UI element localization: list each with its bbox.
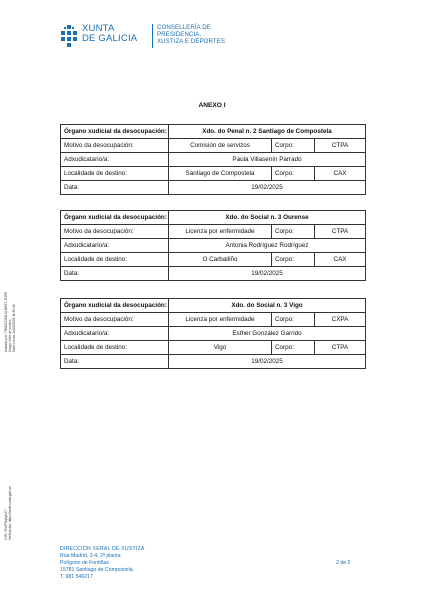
assignment-table-1 (60, 124, 366, 195)
corpo-value: CTPA (315, 225, 366, 239)
page-number: 2 de 2 (336, 560, 351, 566)
signature-stamp: Asinado por: TRONCOSO ALBERT, JOSÉ Cargo: Xefe de servizo Data e hora: 14/02/2025 11:35:46 (4, 292, 16, 352)
adxudicatario-value: Antonia Rodríguez Rodríguez (169, 239, 366, 253)
data-value: 19/02/2025 (169, 267, 366, 281)
table-row (61, 313, 366, 327)
corpo-label: Corpo: (272, 313, 315, 327)
table-row (61, 181, 366, 195)
data-label: Data: (61, 267, 169, 281)
localidade-label: Localidade de destino: (61, 167, 169, 181)
corpo-value: CAX (315, 167, 366, 181)
table-row (61, 341, 366, 355)
organo-value: Xdo. do Social n. 3 Ourense (169, 211, 366, 225)
table-row (61, 299, 366, 313)
footer-department: DIRECCIÓN XERAL DE XUSTIZA (60, 546, 145, 552)
header (60, 24, 225, 48)
footer-address (60, 546, 145, 581)
organo-value: Xdo. do Social n. 3 Vigo (169, 299, 366, 313)
organo-label: Órgano xudicial da desocupación: (61, 299, 169, 313)
localidade-value: Santiago de Compostela (169, 167, 272, 181)
corpo-value: CTPA (315, 341, 366, 355)
table-row (61, 253, 366, 267)
motivo-value: Licenza por enfermidade (169, 313, 272, 327)
table-row (61, 167, 366, 181)
adxudicatario-value: Esther González Garrido (169, 327, 366, 341)
table-row (61, 355, 366, 369)
verification-stamp: CVE: 9KUfP8q1yhiC7 Verificación: https://sede.xunta.gal/cve (4, 486, 12, 541)
data-label: Data: (61, 181, 169, 195)
adxudicatario-label: Adxudicatario/a: (61, 239, 169, 253)
table-row (61, 267, 366, 281)
data-label: Data: (61, 355, 169, 369)
adxudicatario-label: Adxudicatario/a: (61, 153, 169, 167)
document-title: ANEXO I (198, 102, 226, 109)
data-value: 19/02/2025 (169, 355, 366, 369)
adxudicatario-label: Adxudicatario/a: (61, 327, 169, 341)
corpo-label: Corpo: (272, 341, 315, 355)
corpo-value: CXPA (315, 313, 366, 327)
motivo-label: Motivo da desocupación: (61, 313, 169, 327)
motivo-value: Licenza por enfermidade (169, 225, 272, 239)
footer-street: Rúa Madrid, 2-4, 2ª planta (60, 553, 121, 559)
motivo-label: Motivo da desocupación: (61, 139, 169, 153)
assignment-table-2 (60, 210, 366, 281)
localidade-value: Vigo (169, 341, 272, 355)
localidade-label: Localidade de destino: (61, 253, 169, 267)
organo-label: Órgano xudicial da desocupación: (61, 211, 169, 225)
footer-phone: T. 981 546217 (60, 574, 93, 580)
xunta-logo-text: XUNTA DE GALICIA (82, 23, 138, 44)
adxudicatario-value: Paula Villasenín Parrado (169, 153, 366, 167)
localidade-value: O Carballiño (169, 253, 272, 267)
data-value: 19/02/2025 (169, 181, 366, 195)
table-row (61, 125, 366, 139)
corpo-label: Corpo: (272, 225, 315, 239)
corpo-label: Corpo: (272, 139, 315, 153)
xunta-emblem-icon (60, 25, 78, 47)
assignment-table-3 (60, 298, 366, 369)
table-row (61, 225, 366, 239)
organo-value: Xdo. do Penal n. 2 Santiago de Compostela (169, 125, 366, 139)
corpo-value: CAX (315, 253, 366, 267)
motivo-label: Motivo da desocupación: (61, 225, 169, 239)
footer-city: 15781 Santiago de Compostela (60, 567, 133, 573)
motivo-value: Comisión de servizos (169, 139, 272, 153)
footer-area: Polígono de Fontiñas (60, 560, 110, 566)
logo-divider (152, 24, 153, 48)
department-name: CONSELLERÍA DE PRESIDENCIA, XUSTIZA E DEPORTES (157, 24, 226, 46)
table-row (61, 139, 366, 153)
table-row (61, 153, 366, 167)
table-row (61, 239, 366, 253)
corpo-label: Corpo: (272, 167, 315, 181)
table-row (61, 211, 366, 225)
corpo-value: CTPA (315, 139, 366, 153)
organo-label: Órgano xudicial da desocupación: (61, 125, 169, 139)
table-row (61, 327, 366, 341)
corpo-label: Corpo: (272, 253, 315, 267)
localidade-label: Localidade de destino: (61, 341, 169, 355)
